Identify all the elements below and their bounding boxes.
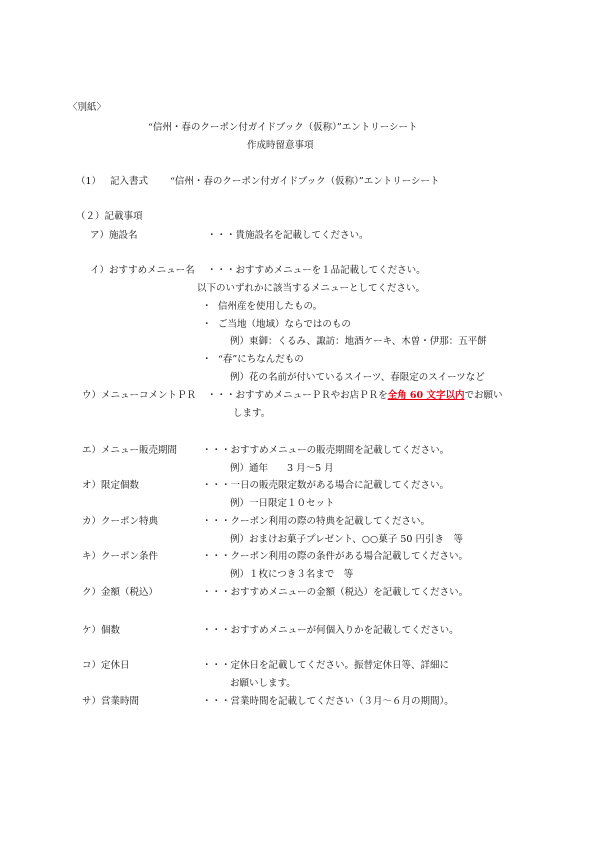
bullet-example: 例）東御：くるみ、諏訪：地酒ケーキ、木曽・伊那：五平餅 <box>230 336 487 347</box>
item-ka-text: ・・・クーポン利用の際の特典を記載してください。 <box>202 516 431 527</box>
bullet-text: 信州産を使用したもの。 <box>218 301 323 312</box>
bullet-mark: ・ <box>202 319 212 330</box>
item-u-text-cont: します。 <box>233 408 271 419</box>
item-o-label: オ）限定個数 <box>82 480 140 491</box>
item-ku-text: ・・・おすすめメニューの金額（税込）を記載してください。 <box>202 587 469 598</box>
item-u-label: ウ）メニューコメントＰＲ <box>82 390 197 401</box>
item-o-example: 例）一日限定１０セット <box>230 498 335 509</box>
bullet-example: 例）花の名前が付いているスイーツ、春限定のスイーツなど <box>230 372 485 383</box>
item-u-text <box>207 391 502 401</box>
item-ki-text: ・・・クーポン利用の際の条件がある場合記載してください。 <box>202 551 469 562</box>
item-u-text-after: でお願い <box>464 390 503 401</box>
item-ku-label: ク）金額（税込） <box>82 587 159 598</box>
item-ko-text: ・・・定休日を記載してください。振替定休日等、詳細に <box>202 660 450 671</box>
item-ke-text: ・・・おすすめメニューが何個入りかを記載してください。 <box>202 625 459 636</box>
item-ka-label: カ）クーポン特典 <box>82 516 159 527</box>
item-i-text: ・・・おすすめメニューを１品記載してください。 <box>207 265 426 276</box>
document-title: “信州・春のクーポン付ガイドブック（仮称）”エントリーシート <box>148 122 418 133</box>
section1-label: 記入書式 <box>110 176 149 187</box>
item-o-text: ・・・一日の販売限定数がある場合に記載してください。 <box>202 480 450 491</box>
item-e-label: エ）メニュー販売期間 <box>82 445 178 456</box>
item-ki-label: キ）クーポン条件 <box>82 551 159 562</box>
item-sa-text: ・・・営業時間を記載してください（３月～６月の期間）。 <box>202 696 454 707</box>
item-sa-label: サ）営業時間 <box>82 696 140 707</box>
item-e-text: ・・・おすすめメニューの販売期間を記載してください。 <box>202 445 450 456</box>
item-ki-example: 例）１枚につき３名まで 等 <box>230 569 354 580</box>
section1-value: “信州・春のクーポン付ガイドブック（仮称）”エントリーシート <box>170 176 440 187</box>
item-u-highlight: 全角 60 文字以内 <box>387 390 465 401</box>
item-ko-text-cont: お願いします。 <box>230 678 296 689</box>
bullet-mark: ・ <box>202 354 212 365</box>
item-ke-label: ケ）個数 <box>82 625 121 636</box>
bullet-mark: ・ <box>202 301 212 312</box>
item-a-text: ・・・貴施設名を記載してください。 <box>207 230 369 241</box>
section2-heading: （２）記載事項 <box>76 211 143 222</box>
attachment-label: 〈別紙〉 <box>68 102 107 113</box>
document-subtitle: 作成時留意事項 <box>247 140 314 151</box>
item-a-label: ア）施設名 <box>90 230 138 241</box>
item-i-label: イ）おすすめメニュー名 <box>90 265 195 276</box>
item-e-example: 例）通年 3 月～5 月 <box>230 463 334 474</box>
item-u-text-before: ・・・おすすめメニューＰＲやお店ＰＲを <box>207 390 388 401</box>
item-ko-label: コ）定休日 <box>82 660 130 671</box>
item-ka-example: 例）おまけお菓子プレゼント、○○菓子 50 円引き 等 <box>230 534 463 545</box>
section1-number: （1） <box>76 176 102 187</box>
item-i-sub: 以下のいずれかに該当するメニューとしてください。 <box>197 283 426 294</box>
bullet-text: ご当地（地域）ならではのもの <box>218 319 351 330</box>
bullet-text: “春”にちなんだもの <box>218 354 304 365</box>
